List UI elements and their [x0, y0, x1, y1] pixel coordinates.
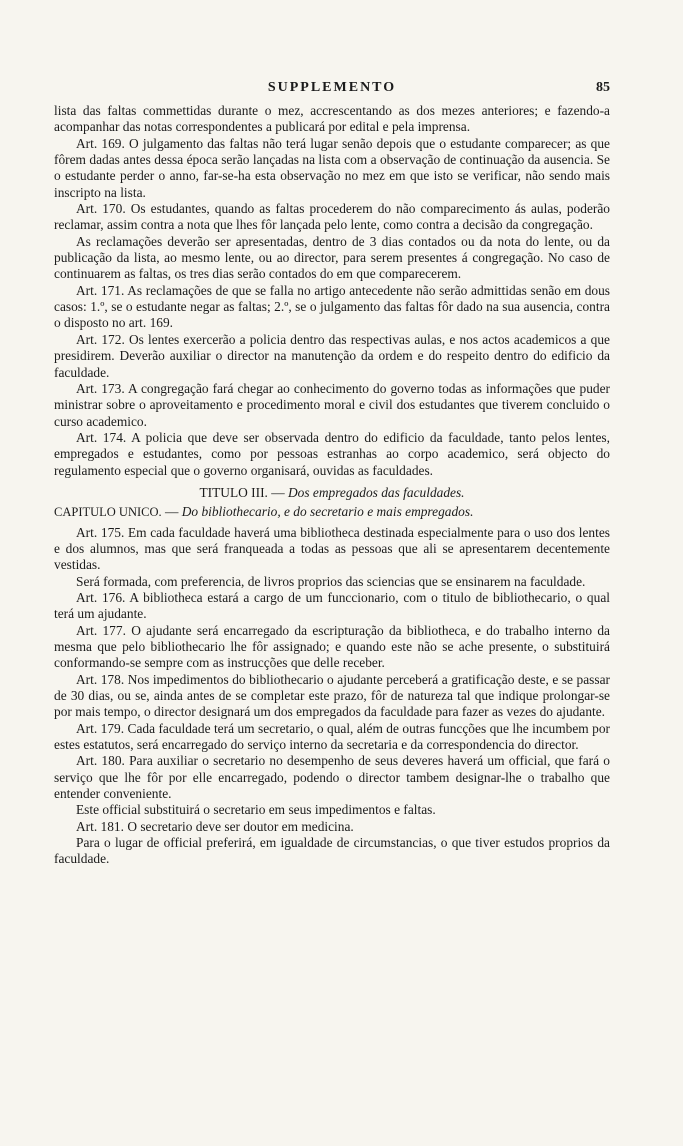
paragraph: Será formada, com preferencia, de livros proprios das sciencias que se ensinarem na faculdade.: [76, 573, 586, 589]
chapter-label: CAPITULO UNICO.: [54, 505, 162, 520]
paragraph: Art. 180. Para auxiliar o secretario no desempenho de seus deveres haverá um official, que fará o serviço que lhe fôr por elle encarregado, podendo o director tambem designar-lhe o trabalho que entender conveniente.: [54, 753, 610, 802]
page-header: [54, 80, 610, 100]
chapter-heading: [54, 504, 610, 520]
paragraph: Este official substituirá o secretario em seus impedimentos e faltas.: [76, 802, 436, 818]
paragraph: lista das faltas commettidas durante o mez, accrescentando as dos mezes anteriores; e fazendo-a acompanhar das notas correspondentes a publicará por edital e pela imprensa.: [54, 103, 610, 135]
paragraph: Art. 171. As reclamações de que se falla no artigo antecedente não serão admittidas senão em dous casos: 1.º, se o estudante negar as faltas; 2.º, se o julgamento das faltas fôr dado na sua ausencia, contra o disposto no art. 169.: [54, 282, 610, 331]
paragraph: Art. 177. O ajudante será encarregado da escripturação da bibliotheca, e do trabalho interno da mesma que pelo bibliothecario lhe fôr assignado; e quando este não se ache presente, o substituirá conformando-se sempre com as instrucções que delle receber.: [54, 622, 610, 671]
chapter-dash: —: [161, 504, 182, 520]
paragraph: Art. 173. A congregação fará chegar ao conhecimento do governo todas as informações que puder ministrar sobre o aproveitamento e procedimento moral e civil dos estudantes que tiverem concluido o curso academico.: [54, 380, 610, 429]
section-title: [54, 485, 610, 501]
body-text: [54, 103, 610, 868]
page-number: 85: [596, 80, 610, 95]
paragraph: Para o lugar de official preferirá, em igualdade de circumstancias, o que tiver estudos proprios da faculdade.: [54, 835, 610, 867]
paragraph: Art. 178. Nos impedimentos do bibliothecario o ajudante perceberá a gratificação deste, e se passar de 30 dias, ou se, ainda antes de se completar este prazo, fôr de natureza tal que indique prolongar-se por mais tempo, o director designará um dos empregados da faculdade para fazer as vezes do ajudante.: [54, 671, 610, 720]
paragraph: Art. 175. Em cada faculdade haverá uma bibliotheca destinada especialmente para o uso dos lentes e dos alumnos, mas que será franqueada a todas as pessoas que ali se apresentarem decentemente vestidas.: [54, 524, 610, 573]
paragraph: Art. 172. Os lentes exercerão a policia dentro das respectivas aulas, e nos actos academicos a que presidirem. Deverão auxiliar o director na manutenção da ordem e do respeito dentro do edificio da faculdade.: [54, 331, 610, 380]
paragraph: Art. 179. Cada faculdade terá um secretario, o qual, além de outras funcções que lhe incumbem por estes estatutos, será encarregado do serviço interno da secretaria e da correspondencia do director.: [54, 720, 610, 753]
section-title-label: TITULO III.: [199, 484, 268, 500]
paragraph: As reclamações deverão ser apresentadas, dentro de 3 dias contados ou da nota do lente, ou da publicação da lista, ao mesmo lente, ou ao director, para serem presentes á congregação. No caso de continuarem as faltas, os tres dias serão contados do em que comparecerem.: [54, 233, 610, 282]
running-title: SUPPLEMENTO: [267, 80, 397, 95]
paragraph: Art. 176. A bibliotheca estará a cargo de um funccionario, com o titulo de bibliothecario, o qual terá um ajudante.: [54, 589, 610, 622]
section-title-text: Dos empregados das faculdades.: [287, 484, 465, 500]
paragraph: Art. 174. A policia que deve ser observada dentro do edificio da faculdade, tanto pelos lentes, empregados e estudantes, como por pessoas estranhas ao corpo academico, será objecto do regulamento especial que o governo organisará, ouvidas as faculdades.: [54, 429, 610, 478]
chapter-text: Do bibliothecario, e do secretario e mais empregados.: [181, 504, 474, 520]
paragraph: Art. 170. Os estudantes, quando as faltas procederem do não comparecimento ás aulas, poderão reclamar, assim contra a nota que lhes fôr lançada pelo lente, como contra a decisão da congregação.: [54, 201, 610, 233]
paragraph: Art. 181. O secretario deve ser doutor em medicina.: [76, 818, 354, 834]
section-title-dash: —: [267, 484, 288, 500]
paragraph: Art. 169. O julgamento das faltas não terá lugar senão depois que o estudante comparecer; as que fôrem dadas antes dessa época serão lançadas na lista com a observação de continuação da ausencia. Se o estudante perder o anno, far-se-ha esta observação no mez em que isto se verificar, não sendo mais inscripto na lista.: [54, 135, 610, 200]
